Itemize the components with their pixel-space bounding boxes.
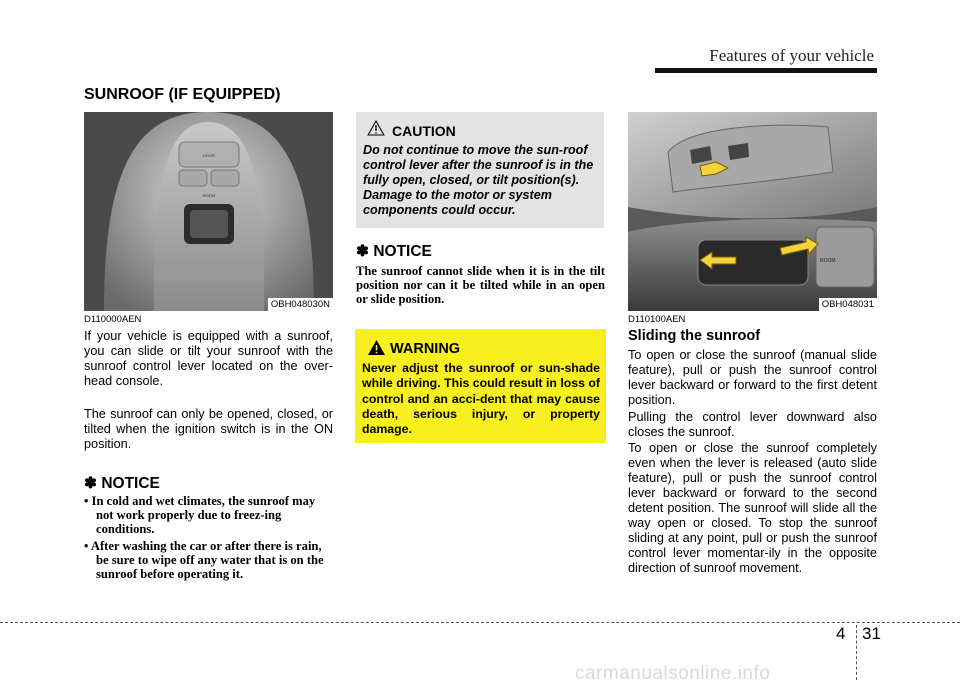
caution-text: Do not continue to move the sun-roof control lever after the sunroof is in the fully open, closed, or tilt position(s). Damage to the motor or system components could occur.: [363, 143, 594, 217]
caution-title: CAUTION: [392, 123, 456, 139]
watermark: carmanualsonline.info: [575, 663, 771, 684]
notice-title: NOTICE: [373, 243, 432, 260]
photo-text-room: ROOM: [820, 258, 836, 264]
intro-paragraph: If your vehicle is equipped with a sunroof, you can slide or tilt your sunroof with the sunroof control lever located on the over-head console.: [84, 329, 333, 388]
chapter-number: 4: [836, 624, 846, 643]
notice-item: • In cold and wet climates, the sunroof may not work properly due to freez-ing conditions.: [84, 494, 316, 536]
auto-slide-paragraph: To open or close the sunroof completely even when the lever is released (auto slide feature), pull or push the sunroof control lever backward or forward to the second detent position. The sunroof will slide all the way open or closed. To stop the sunroof sliding at any point, pull or push the sunroof control lever momentar-ily in the opposite direction of sunroof movement.: [628, 441, 877, 575]
notice-star-icon: ✽: [356, 243, 369, 260]
notice-title: NOTICE: [101, 475, 160, 492]
footer-rule: [0, 622, 960, 623]
caution-triangle-icon: [367, 120, 385, 136]
manual-slide-paragraph: To open or close the sunroof (manual slide feature), pull or push the sunroof control lever backward or forward to the first detent position.: [628, 348, 877, 407]
close-paragraph: Pulling the control lever downward also closes the sunroof.: [628, 410, 877, 439]
section-code: D110100AEN: [628, 314, 686, 325]
header-rule: [655, 68, 877, 73]
page-number: 31: [862, 624, 881, 643]
sunroof-lever-photo: [628, 112, 877, 311]
notice-heading: [84, 474, 160, 493]
running-header: Features of your vehicle: [709, 46, 874, 65]
footer-separator: [856, 625, 858, 680]
section-title: SUNROOF (IF EQUIPPED): [84, 86, 281, 103]
notice-item: • After washing the car or after there is rain, be sure to wipe off any water that is on the sunroof before operating it.: [84, 539, 324, 581]
warning-triangle-icon: [367, 339, 386, 356]
photo-text-door: DOOR: [203, 153, 215, 158]
warning-title: WARNING: [390, 341, 461, 357]
photo-label: OBH048031: [819, 298, 877, 311]
overhead-console-photo: [84, 112, 333, 311]
photo-text-room: ROOM: [202, 193, 216, 198]
notice-text: The sunroof cannot slide when it is in the tilt position nor can it be tilted while in an open or slide position.: [356, 264, 605, 306]
notice-star-icon: ✽: [84, 475, 97, 492]
notice-list: [84, 494, 334, 584]
ignition-paragraph: The sunroof can only be opened, closed, or tilted when the ignition switch is in the ON position.: [84, 407, 333, 451]
notice-heading: [356, 242, 432, 261]
warning-text: Never adjust the sunroof or sun-shade while driving. This could result in loss of control and an acci-dent that may cause death, serious injury, or property damage.: [362, 361, 600, 437]
section-code: D110000AEN: [84, 314, 142, 325]
photo-label: OBH048030N: [268, 298, 333, 311]
subsection-title: Sliding the sunroof: [628, 328, 761, 344]
